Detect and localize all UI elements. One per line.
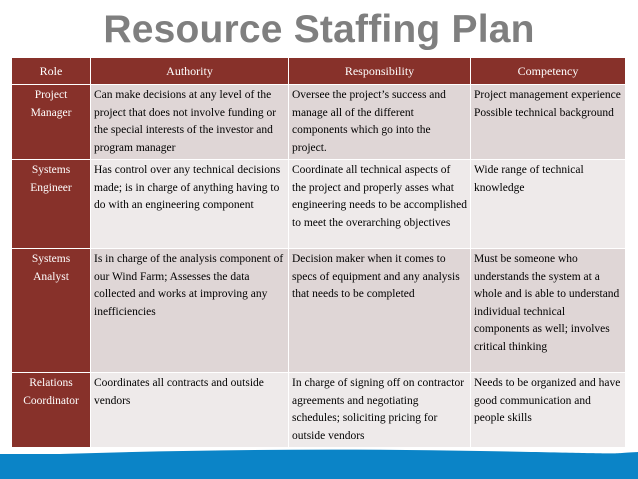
competency-cell: Must be someone who understands the system at a whole and is able to understand individual technical components as well; involves critical thinking: [471, 249, 626, 373]
responsibility-cell: Coordinate all technical aspects of the project and properly asses what engineering needs to be accomplished to meet the overarching objectives: [289, 160, 471, 249]
role-line: Analyst: [33, 270, 69, 283]
staffing-table: [11, 57, 626, 448]
competency-cell: Needs to be organized and have good communication and people skills: [471, 373, 626, 448]
table-row: [12, 160, 626, 249]
table-row: [12, 373, 626, 448]
responsibility-cell: Decision maker when it comes to specs of equipment and any analysis that needs to be completed: [289, 249, 471, 373]
responsibility-cell: In charge of signing off on contractor agreements and negotiating schedules; soliciting pricing for outside vendors: [289, 373, 471, 448]
role-line: Relations: [29, 377, 73, 389]
role-line: Project: [34, 89, 68, 101]
role-cell: [12, 85, 91, 160]
role-line: Engineer: [30, 181, 72, 194]
role-cell: [12, 249, 91, 373]
responsibility-cell: Oversee the project’s success and manage all of the different components which go into the project.: [289, 85, 471, 160]
table-header-row: [12, 58, 626, 85]
competency-cell: Project management experience Possible technical background: [471, 85, 626, 160]
slide-title: Resource Staffing Plan: [103, 8, 535, 51]
footer-wave-decoration: [0, 448, 638, 456]
footer-bar: [0, 454, 638, 479]
role-line: Manager: [30, 106, 72, 119]
header-responsibility: Responsibility: [289, 58, 471, 85]
table-row: [12, 85, 626, 160]
header-competency: Competency: [471, 58, 626, 85]
authority-cell: Has control over any technical decisions made; is in charge of anything having to do with an engineering component: [91, 160, 289, 249]
role-line: Systems: [31, 164, 71, 176]
role-line: Coordinator: [23, 394, 79, 407]
role-cell: [12, 160, 91, 249]
role-cell: [12, 373, 91, 448]
authority-cell: Can make decisions at any level of the project that does not involve funding or the special interests of the investor and program manager: [91, 85, 289, 160]
authority-cell: Is in charge of the analysis component of our Wind Farm; Assesses the data collected and works at improving any inefficiencies: [91, 249, 289, 373]
table-row: [12, 249, 626, 373]
competency-cell: Wide range of technical knowledge: [471, 160, 626, 249]
role-line: Systems: [31, 253, 71, 265]
header-authority: Authority: [91, 58, 289, 85]
authority-cell: Coordinates all contracts and outside vendors: [91, 373, 289, 448]
header-role: Role: [12, 58, 91, 85]
